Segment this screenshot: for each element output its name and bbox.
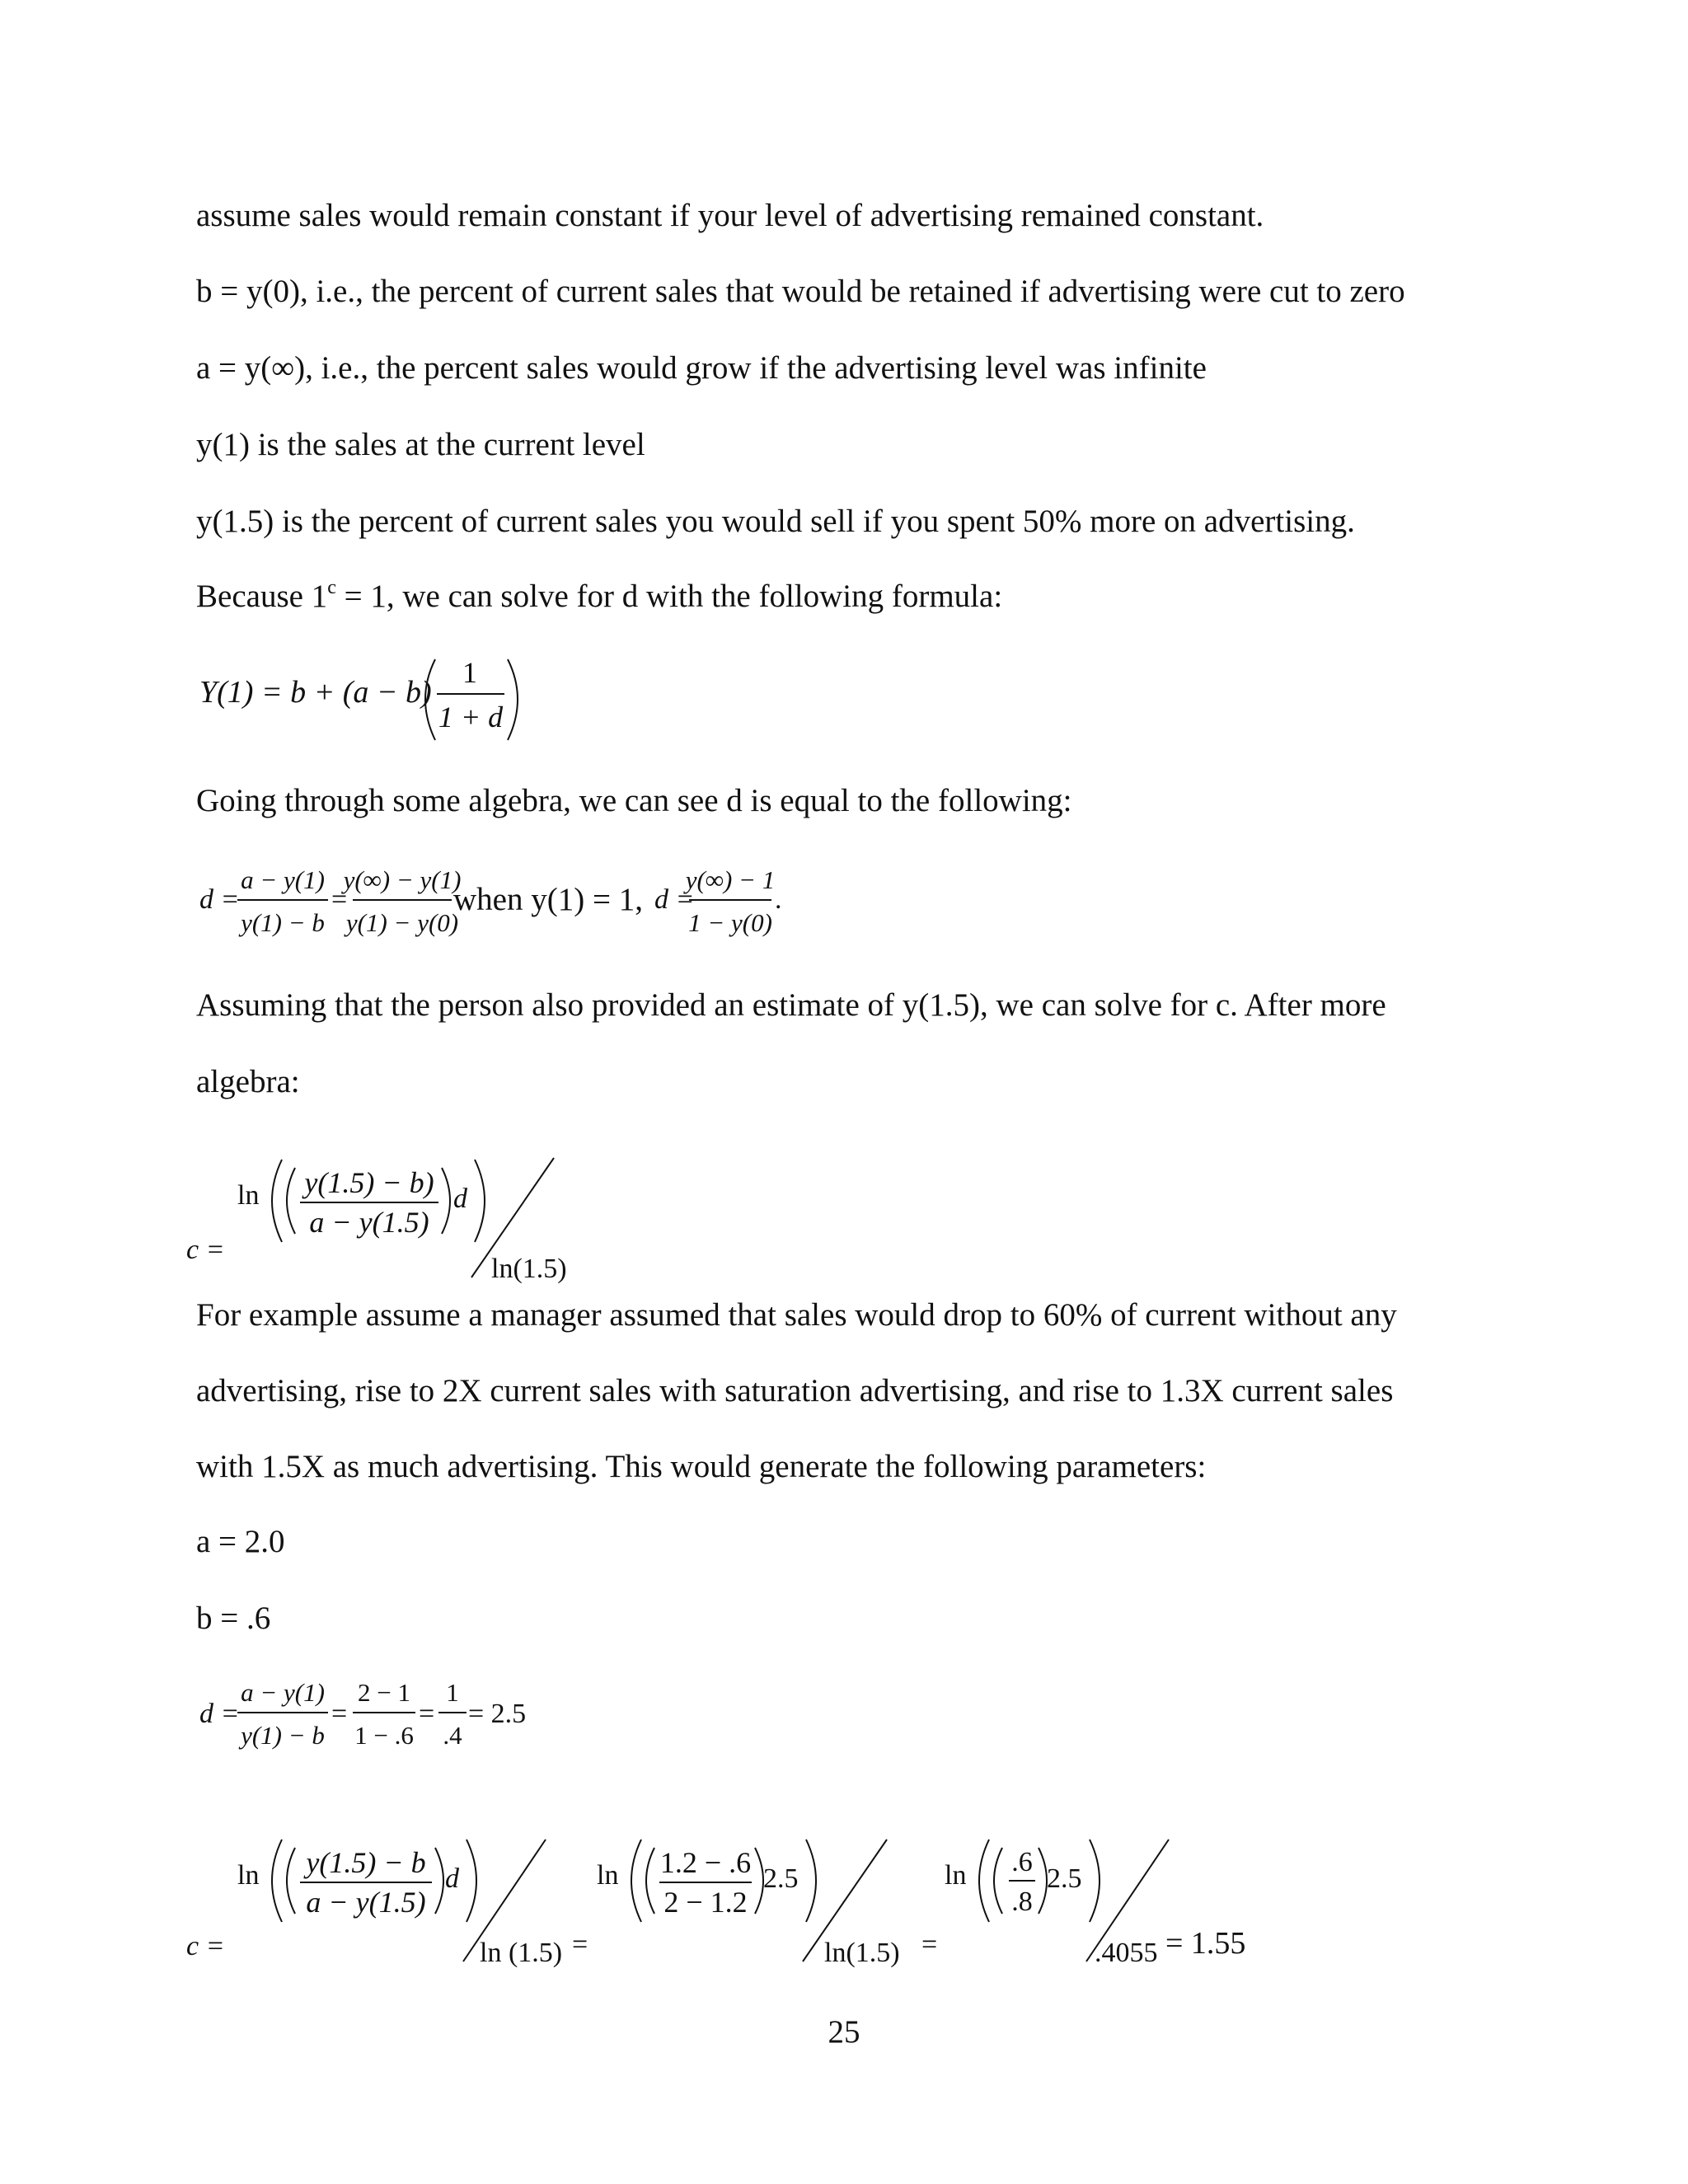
paragraph-line: Going through some algebra, we can see d is equal to the following: [196, 783, 1072, 818]
paragraph-line: algebra: [196, 1064, 300, 1099]
paragraph-line: advertising, rise to 2X current sales with saturation advertising, and rise to 1.3X current sales [196, 1373, 1394, 1408]
eq1-numerator: 1 [462, 656, 477, 689]
eq4-f3-den: .4 [443, 1721, 462, 1750]
paragraph-line [196, 577, 1002, 616]
eq1-lhs: Y(1) = b + (a − b) [199, 675, 432, 710]
page-number: 25 [828, 2014, 860, 2050]
eq3-bottom: ln(1.5) [491, 1254, 567, 1284]
eq4-equals-1: = [331, 1699, 348, 1729]
eq2-d2: d = [654, 884, 695, 915]
eq5-t1-ln: ln [237, 1860, 260, 1891]
eq5-t1-bottom: ln (1.5) [480, 1938, 563, 1968]
paragraph-line: b = .6 [196, 1601, 271, 1636]
equation-d-general [196, 857, 872, 956]
eq4-f2-den: 1 − .6 [354, 1721, 414, 1750]
eq2-dot: . [775, 884, 782, 915]
eq4-f1-den: y(1) − b [241, 1721, 325, 1750]
eq2-f2-den: y(1) − y(0) [345, 908, 459, 937]
paragraph-line: y(1.5) is the percent of current sales you would sell if you spent 50% more on advertising. [196, 504, 1355, 539]
eq5-t2-den: 2 − 1.2 [663, 1886, 748, 1919]
eq3-c: c = [186, 1235, 225, 1265]
eq5-t1-exp: d [445, 1863, 459, 1894]
eq3-numerator: y(1.5) − b) [304, 1166, 434, 1199]
eq2-f2-num: y(∞) − y(1) [343, 865, 462, 894]
text-run: = 1, we can solve for d with the following formula: [335, 579, 1003, 614]
eq5-t3-den: .8 [1011, 1886, 1033, 1917]
text-run: Because 1 [196, 579, 328, 614]
eq3-exponent: d [453, 1183, 467, 1214]
paragraph-line: y(1) is the sales at the current level [196, 427, 645, 462]
eq2-f1-den: y(1) − b [241, 908, 325, 937]
eq5-t2-bottom: ln(1.5) [824, 1938, 900, 1968]
eq4-f2-num: 2 − 1 [358, 1678, 410, 1707]
eq3-ln: ln [237, 1180, 260, 1211]
paragraph-line: Assuming that the person also provided an estimate of y(1.5), we can solve for c. After more [196, 987, 1386, 1023]
eq2-when: when y(1) = 1, [453, 882, 643, 917]
eq5-t2-exp: 2.5 [763, 1863, 799, 1894]
paragraph-line: assume sales would remain constant if your level of advertising remained constant. [196, 198, 1264, 233]
eq5-t1-num: y(1.5) − b [306, 1846, 426, 1879]
eq5-t2-num: 1.2 − .6 [659, 1846, 752, 1879]
superscript-c: c [327, 577, 336, 598]
eq3-denominator: a − y(1.5) [309, 1206, 429, 1239]
paragraph-line: a = 2.0 [196, 1524, 285, 1559]
eq4-result: = 2.5 [468, 1699, 527, 1729]
paragraph-line: b = y(0), i.e., the percent of current sales that would be retained if advertising were cut to zero [196, 274, 1405, 309]
eq4-f1-num: a − y(1) [241, 1678, 325, 1707]
eq4-f3-num: 1 [446, 1678, 459, 1707]
eq5-t1-den: a − y(1.5) [306, 1886, 426, 1919]
eq2-equals: = [331, 884, 348, 915]
eq2-f3-den: 1 − y(0) [688, 908, 772, 937]
equation-c-general [181, 1150, 610, 1302]
eq2-f1-num: a − y(1) [241, 865, 325, 894]
eq5-t2-ln: ln [597, 1860, 619, 1891]
eq5-equals-a: = [572, 1929, 588, 1960]
eq1-denominator: 1 + d [438, 701, 504, 733]
paragraph-line: a = y(∞), i.e., the percent sales would grow if the advertising level was infinite [196, 350, 1207, 386]
eq5-t3-exp: 2.5 [1047, 1863, 1082, 1894]
eq5-result: = 1.55 [1165, 1926, 1246, 1961]
paragraph-line: with 1.5X as much advertising. This would generate the following parameters: [196, 1449, 1207, 1484]
eq5-c: c = [186, 1931, 225, 1961]
eq4-equals-2: = [419, 1699, 435, 1729]
eq5-t3-num: .6 [1011, 1847, 1033, 1877]
eq4-d: d = [199, 1699, 240, 1729]
equation-y1 [196, 651, 542, 758]
eq2-d: d = [199, 884, 240, 915]
eq5-t3-bottom: .4055 [1095, 1938, 1158, 1968]
eq5-t3-ln: ln [945, 1860, 967, 1891]
eq2-f3-num: y(∞) − 1 [685, 865, 776, 894]
eq5-equals-b: = [921, 1929, 938, 1960]
equation-d-example [196, 1673, 527, 1768]
equation-c-example [181, 1830, 1335, 1986]
paragraph-line: For example assume a manager assumed that sales would drop to 60% of current without any [196, 1297, 1397, 1333]
